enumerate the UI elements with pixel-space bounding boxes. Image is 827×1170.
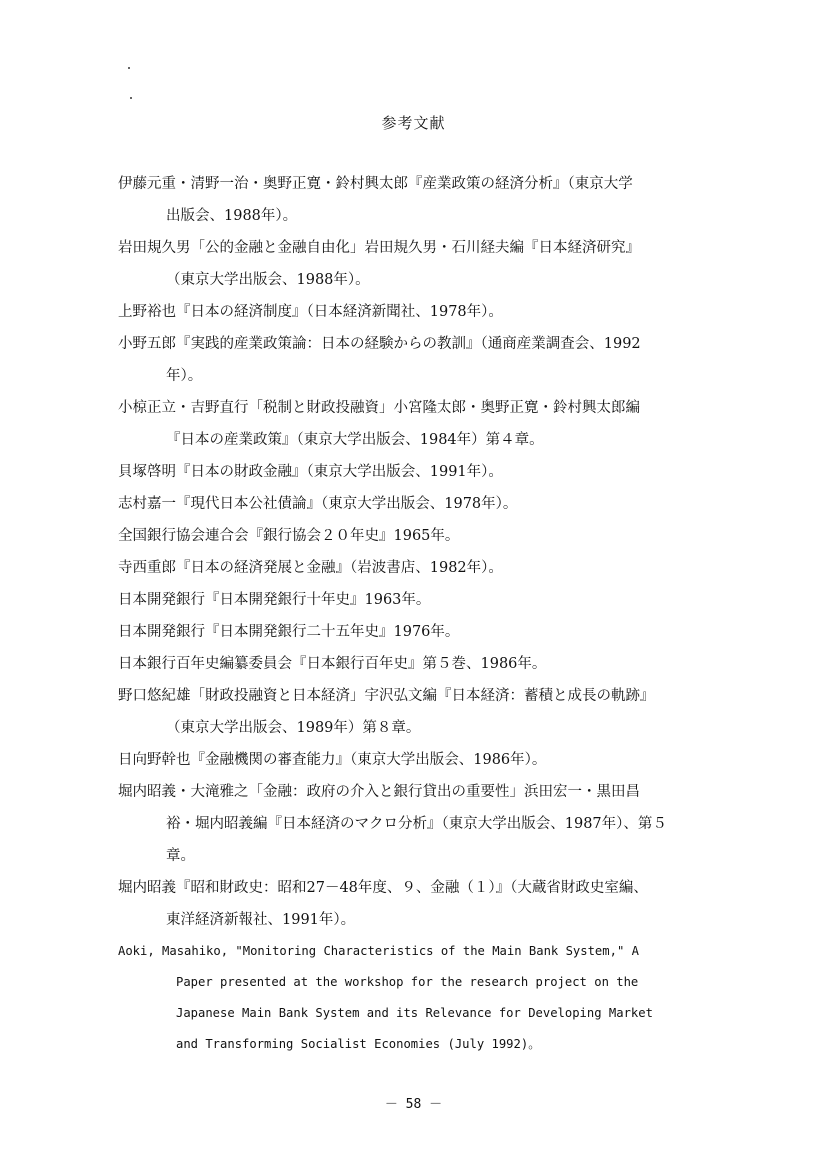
reference-entry: 堀内昭義・大滝雅之「金融：政府の介入と銀行貸出の重要性」浜田宏一・黒田昌 [118, 784, 640, 800]
reference-entry: 堀内昭義『昭和財政史：昭和27－48年度、９、金融（１）』（大蔵省財政史室編、 [118, 880, 648, 896]
reference-entry: Aoki, Masahiko, "Monitoring Characteristics of the Main Bank System," A [118, 944, 639, 958]
reference-entry: 日向野幹也『金融機関の審査能力』（東京大学出版会、1986年）。 [118, 752, 547, 768]
reference-entry: 寺西重郎『日本の経済発展と金融』（岩波書店、1982年）。 [118, 560, 503, 576]
reference-entry: 岩田規久男「公的金融と金融自由化」岩田規久男・石川経夫編『日本経済研究』 [118, 240, 640, 256]
reference-entry-continuation: （東京大学出版会、1989年）第８章。 [166, 720, 421, 736]
reference-entry-continuation: （東京大学出版会、1988年）。 [166, 272, 370, 288]
page-number: － 58 － [384, 1097, 443, 1112]
reference-entry-continuation: and Transforming Socialist Economies (July 1992)。 [176, 1037, 541, 1051]
reference-entry-continuation: 章。 [166, 848, 195, 864]
reference-entry-continuation: 出版会、1988年）。 [166, 208, 298, 224]
reference-entry: 野口悠紀雄「財政投融資と日本経済」宇沢弘文編『日本経済：蓄積と成長の軌跡』 [118, 688, 655, 704]
scan-speck [128, 67, 130, 69]
reference-entry: 全国銀行協会連合会『銀行協会２０年史』1965年。 [118, 528, 460, 544]
reference-entry: 小椋正立・吉野直行「税制と財政投融資」小宮隆太郎・奥野正寛・鈴村興太郎編 [118, 400, 640, 416]
reference-entry-continuation: 東洋経済新報社、1991年）。 [166, 912, 356, 928]
reference-entry: 上野裕也『日本の経済制度』（日本経済新聞社、1978年）。 [118, 304, 503, 320]
reference-entry-continuation: Japanese Main Bank System and its Relevance for Developing Market [176, 1006, 653, 1020]
reference-entry-continuation: 裕・堀内昭義編『日本経済のマクロ分析』（東京大学出版会、1987年）、第５ [166, 816, 667, 832]
reference-entry-continuation: Paper presented at the workshop for the research project on the [176, 975, 639, 989]
reference-entry: 日本開発銀行『日本開発銀行十年史』1963年。 [118, 592, 431, 608]
reference-entry: 日本銀行百年史編纂委員会『日本銀行百年史』第５巻、1986年。 [118, 656, 547, 672]
reference-entry-continuation: 『日本の産業政策』（東京大学出版会、1984年）第４章。 [166, 432, 544, 448]
reference-entry: 貝塚啓明『日本の財政金融』（東京大学出版会、1991年）。 [118, 464, 503, 480]
reference-entry: 日本開発銀行『日本開発銀行二十五年史』1976年。 [118, 624, 460, 640]
reference-entry-continuation: 年）。 [166, 368, 203, 384]
reference-entry: 伊藤元重・清野一治・奥野正寛・鈴村興太郎『産業政策の経済分析』（東京大学 [118, 176, 633, 192]
page-title: 参考文献 [381, 114, 446, 132]
reference-entry: 小野五郎『実践的産業政策論：日本の経験からの教訓』（通商産業調査会、1992 [118, 336, 641, 352]
scan-speck [130, 97, 132, 99]
reference-entry: 志村嘉一『現代日本公社債論』（東京大学出版会、1978年）。 [118, 496, 518, 512]
reference-list [118, 168, 728, 1060]
